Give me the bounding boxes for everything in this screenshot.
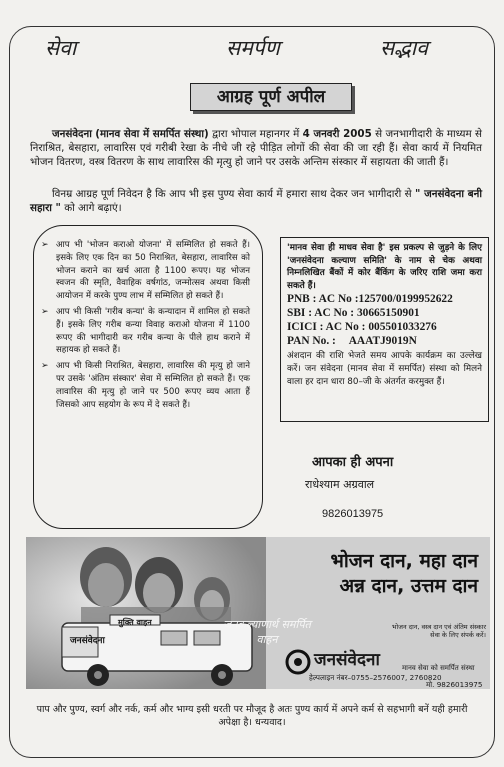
account-icici: ICICI : AC No : 005501033276 [287,321,437,334]
signer-phone: 9826013975 [322,508,384,520]
appeal-paragraph [30,187,482,215]
signer-name: राधेश्याम अग्रवाल [305,478,375,491]
helpline: हेल्पलाइन नंबर–0755–2576007, 2760820 [309,673,442,682]
start-date: 4 जनवरी 2005 [302,128,372,140]
schemes-box [33,225,263,529]
motto-seva: सेवा [45,36,77,60]
banner [26,537,490,689]
org-name: जनसंवेदना [52,128,92,140]
donation-box [280,237,489,422]
intro-text: द्वारा भोपाल महानगर में [208,128,303,140]
footer-quote: पाप और पुण्य, स्वर्ग और नर्क, कर्म और भाग्य इसी धरती पर मौजूद है अतः पुण्य कार्य में अपने कर्म से सहभागी बनें यही हमारी अपेक्षा है। धन्यवाद। [36,704,468,728]
vehicle-sign: मुक्ति वाहन [118,618,152,627]
pan-number: PAN No. : AAATJ9019N [287,335,417,348]
account-pnb: PNB : AC No :125700/0199952622 [287,293,453,306]
org-description: (मानव सेवा में समर्पित संस्था) [95,128,209,140]
banner-mobile: मो. 9826013975 [426,680,483,689]
scheme-funeral: ➢ आप भी किसी निराश्रित, बेसहारा, लावारिस की मृत्यु हो जाने पर उसके 'अंतिम संस्कार' सेवा में सम्मिलित हो सकते हैं। एक लावारिस की मृत्यु हो जाने पर 500 रूपए व्यय आता हैं जिसको आप सहयोग के रूप में दे सकते हैं। [56,360,250,411]
appeal-title: आग्रह पूर्ण अपील [190,83,352,111]
closing: आपका ही अपना [312,455,394,470]
slogan: " जनसंवेदना बनी सहारा " [30,188,482,214]
headline-2: अन्न दान, उत्तम दान [339,575,478,597]
banner-org: जनसंवेदना [314,650,380,670]
scheme-marriage: ➢ आप भी किसी 'गरीब कन्या' के कन्यादान में शामिल हो सकते हैं। इसके लिए गरीब कन्या विवाह कराओ योजना में 1100 रूपए की भागीदारी कर गरीब कन्या के पीले हाथ कराने में सहायक हो सकते हैं। [56,306,250,357]
banner-org-desc: मानव सेवा को समर्पित संस्था [402,664,475,672]
motto-sadbhav: सद्भाव [380,36,428,60]
vehicle-brand: जनसंवेदना [70,636,105,646]
appeal-text: विनम्र आग्रह पूर्ण निवेदन है कि आप भी इस पुण्य सेवा कार्य में हमारा साथ देकर जन भागीदारी से [52,188,416,200]
banner-tagline: भोजन दान, वस्त्र दान एवं अंतिम संस्कार सेवा के लिए संपर्क करें। [391,623,486,639]
donation-note: अंशदान की राशि भेजते समय आपके कार्यक्रम का उल्लेख करें। जन संवेदना (मानव सेवा में समर्पित) संस्था को मिलने वाला हर दान धारा 80–जी के अंतर्गत करमुक्त हैं। [287,351,482,387]
account-sbi: SBI : AC No : 30665150901 [287,307,420,320]
scheme-meal: ➢ आप भी 'भोजन कराओ योजना' में सम्मिलित हो सकते हैं। इसके लिए एक दिन का 50 निराश्रित, बेसहारा, लावारिस को भोजन कराने का खर्च आता है 1100 रूपए। यह भोजन स्वजन की स्मृति, वैवाहिक वर्षगांठ, जन्मोत्सव अथवा किसी आयोजन में करके पुण्य लाभ में सम्मिलित हो सकते हैं। [56,239,250,303]
intro-text-cont: से जनभागीदारी के माध्यम से निराश्रित, बेसहारा, लावारिस एवं गरीबी रेखा के नीचे जी रहे पीड़ित लोगों की सेवा की जा रही हैं। सेवा कार्य में नियमित भोजन वितरण, वस्त्र वितरण के साथ लावारिस की मृत्यु हो जाने पर उसके अन्तिम संस्कार में सहायता की जाती हैं। [30,128,483,168]
appeal-end: को आगे बढ़ाएं। [60,202,122,214]
motto-samarpan: समर्पण [226,36,280,60]
watermark: जनकल्याणार्थ समर्पित वाहन [223,618,311,646]
headline-1: भोजन दान, महा दान [330,550,478,572]
intro-paragraph [30,127,482,169]
donation-text: 'मानव सेवा ही माधव सेवा है' इस प्रकल्प से जुड़ने के लिए 'जनसंवेदना कल्याण समिति' के नाम से चेक अथवा निम्नलिखित बैंकों में कोर बैंकिंग के जरिए राशि जमा करा सकते हैं। [287,243,482,291]
